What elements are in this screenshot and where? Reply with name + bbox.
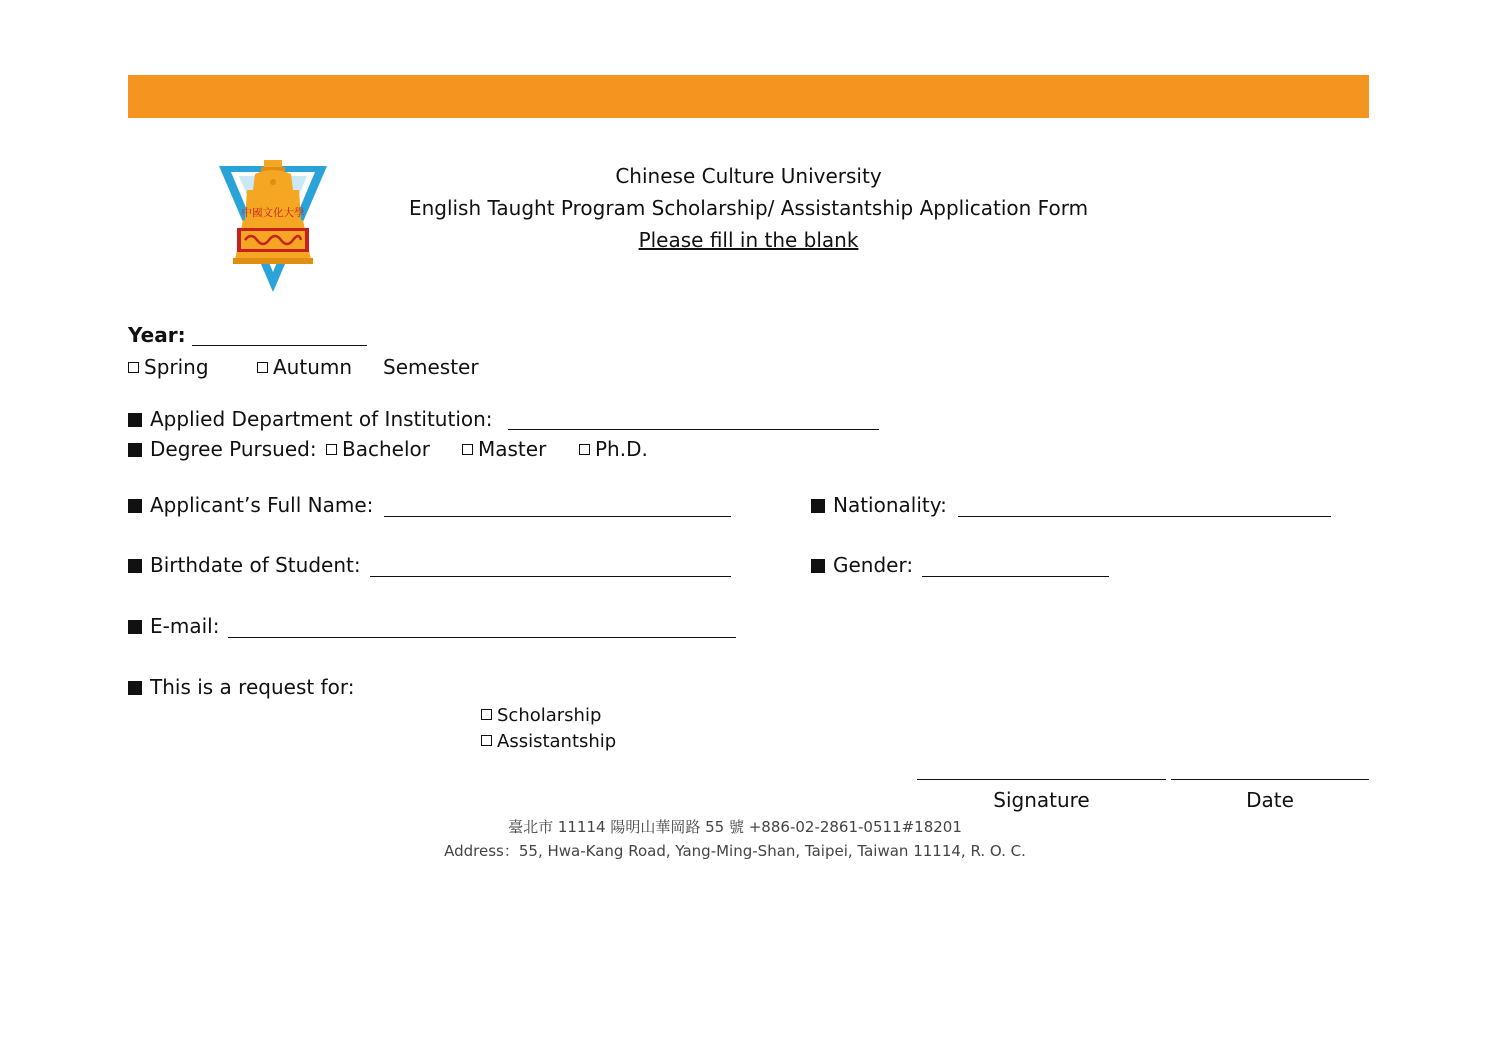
phd-checkbox[interactable] bbox=[579, 444, 590, 455]
form-title: English Taught Program Scholarship/ Assistantship Application Form bbox=[408, 196, 1089, 220]
spring-label: Spring bbox=[144, 355, 209, 379]
degree-bachelor-option[interactable] bbox=[326, 437, 430, 461]
semester-spring-option[interactable] bbox=[128, 355, 209, 379]
university-name: Chinese Culture University bbox=[615, 164, 882, 188]
bullet-icon bbox=[128, 681, 142, 695]
nationality-field bbox=[811, 493, 947, 517]
degree-master-option[interactable] bbox=[462, 437, 546, 461]
signature-input-line[interactable] bbox=[917, 779, 1166, 780]
header-accent-bar bbox=[128, 75, 1369, 118]
semester-label: Semester bbox=[383, 355, 479, 379]
birthdate-input-line[interactable] bbox=[370, 576, 731, 577]
department-field bbox=[128, 407, 493, 431]
year-input-line[interactable] bbox=[192, 345, 367, 346]
signature-label: Signature bbox=[993, 788, 1090, 812]
degree-phd-option[interactable] bbox=[579, 437, 648, 461]
master-label: Master bbox=[478, 437, 547, 461]
gender-label: Gender: bbox=[833, 553, 914, 577]
degree-label: Degree Pursued: bbox=[150, 437, 317, 461]
request-assistantship-option[interactable] bbox=[481, 731, 616, 752]
full-name-input-line[interactable] bbox=[384, 516, 731, 517]
scholarship-label: Scholarship bbox=[497, 705, 602, 726]
fill-instruction: Please fill in the blank bbox=[638, 228, 859, 252]
master-checkbox[interactable] bbox=[462, 444, 473, 455]
full-name-field bbox=[128, 493, 373, 517]
bullet-icon bbox=[128, 620, 142, 634]
date-input-line[interactable] bbox=[1171, 779, 1369, 780]
nationality-input-line[interactable] bbox=[958, 516, 1331, 517]
phd-label: Ph.D. bbox=[595, 437, 648, 461]
bachelor-checkbox[interactable] bbox=[326, 444, 337, 455]
spring-checkbox[interactable] bbox=[128, 362, 139, 373]
assistantship-label: Assistantship bbox=[497, 731, 617, 752]
email-field bbox=[128, 614, 219, 638]
degree-field bbox=[128, 437, 317, 461]
gender-input-line[interactable] bbox=[922, 576, 1109, 577]
request-field bbox=[128, 675, 354, 699]
address-chinese: 臺北市 11114 陽明山華岡路 55 號 +886-02-2861-0511#18201 bbox=[508, 818, 962, 836]
department-input-line[interactable] bbox=[508, 429, 879, 430]
bullet-icon bbox=[811, 559, 825, 573]
department-label: Applied Department of Institution: bbox=[150, 407, 493, 431]
address-english: Address：55, Hwa-Kang Road, Yang-Ming-Shan, Taipei, Taiwan 11114, R. O. C. bbox=[444, 842, 1026, 860]
date-label: Date bbox=[1246, 788, 1294, 812]
gender-field bbox=[811, 553, 913, 577]
autumn-label: Autumn bbox=[273, 355, 353, 379]
scholarship-checkbox[interactable] bbox=[481, 709, 492, 720]
bullet-icon bbox=[811, 499, 825, 513]
email-label: E-mail: bbox=[150, 614, 220, 638]
semester-autumn-option[interactable] bbox=[257, 355, 352, 379]
bullet-icon bbox=[128, 499, 142, 513]
bullet-icon bbox=[128, 413, 142, 427]
birthdate-label: Birthdate of Student: bbox=[150, 553, 361, 577]
bullet-icon bbox=[128, 443, 142, 457]
full-name-label: Applicant’s Full Name: bbox=[150, 493, 374, 517]
request-label: This is a request for: bbox=[150, 675, 355, 699]
autumn-checkbox[interactable] bbox=[257, 362, 268, 373]
request-scholarship-option[interactable] bbox=[481, 705, 601, 726]
bachelor-label: Bachelor bbox=[342, 437, 430, 461]
nationality-label: Nationality: bbox=[833, 493, 947, 517]
year-label: Year: bbox=[128, 323, 186, 347]
email-input-line[interactable] bbox=[228, 637, 736, 638]
birthdate-field bbox=[128, 553, 361, 577]
svg-text:中國文化大學: 中國文化大學 bbox=[241, 207, 305, 219]
assistantship-checkbox[interactable] bbox=[481, 735, 492, 746]
bullet-icon bbox=[128, 559, 142, 573]
